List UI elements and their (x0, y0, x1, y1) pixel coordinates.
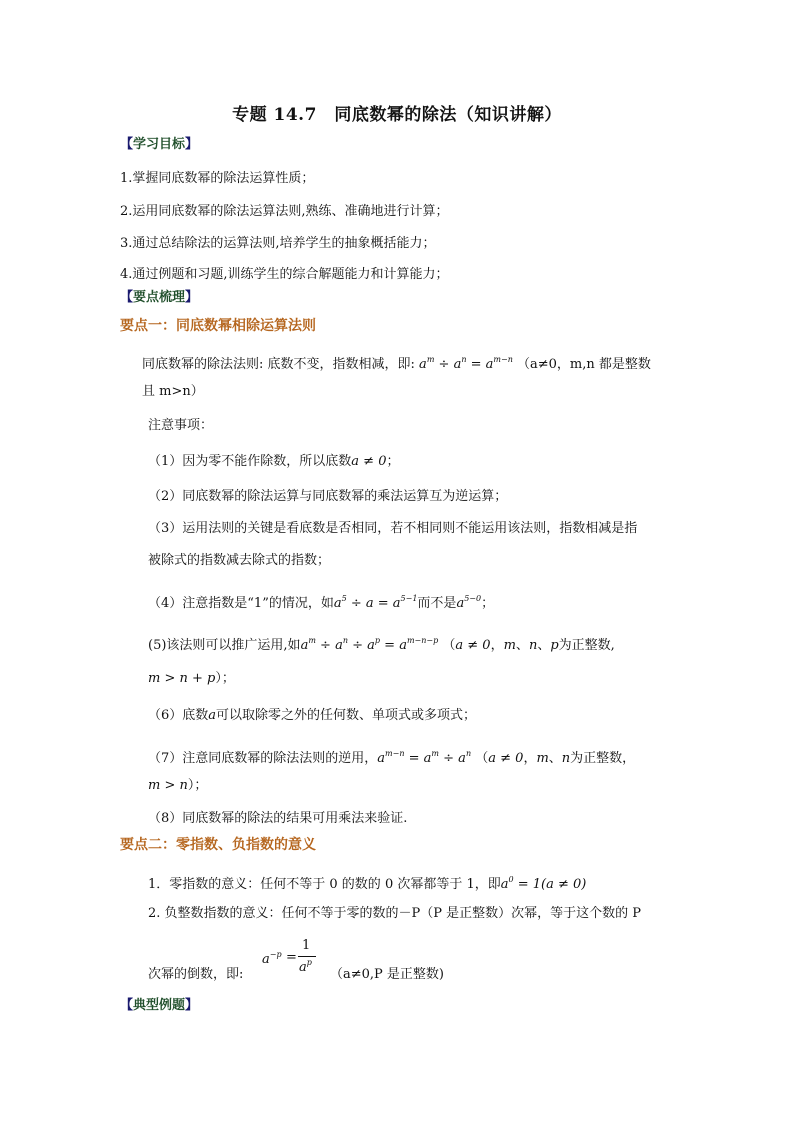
section-examples: 【典型例题】 (120, 998, 199, 1013)
negative-exponent: 2. 负整数指数的意义：任何不等于零的数的－P（P 是正整数）次幂，等于这个数的 P (148, 906, 642, 921)
negative-exponent-cond: （a≠0,P 是正整数) (330, 967, 444, 982)
goal-item-2: 2.运用同底数幂的除法运算法则,熟练、准确地进行计算； (120, 204, 449, 219)
note-4: （4）注意指数是“1”的情况，如$a^5 \div a = a^{5-1}$而不是$a^{5-0}$； (148, 594, 495, 611)
goal-item-3: 3.通过总结除法的运算法则,培养学生的抽象概括能力； (120, 236, 436, 251)
rule-formula: $a^m \div a^n = a^{m-n}$ (419, 355, 513, 372)
zero-exponent: 1．零指数的意义：任何不等于 0 的数的 0 次幂都等于 1，即$a^0 = 1(a \ne 0)$ (148, 875, 587, 892)
note-5-cond: m > n + p）； (148, 671, 235, 686)
negative-exponent-cont: 次幂的倒数，即: (148, 967, 244, 982)
goal-item-1: 1.掌握同底数幂的除法运算性质； (120, 171, 315, 186)
key-point-2-heading: 要点二：零指数、负指数的意义 (120, 837, 316, 853)
note-3b: 被除式的指数减去除式的指数； (148, 553, 331, 568)
note-2: （2）同底数幂的除法运算与同底数幂的乘法运算互为逆运算； (148, 489, 508, 504)
note-6: （6）底数a可以取除零之外的任何数、单项式或多项式； (148, 708, 477, 723)
page-title: 专题 14.7 同底数幂的除法（知识讲解） (232, 105, 562, 125)
key-point-1-heading: 要点一：同底数幂相除运算法则 (120, 318, 316, 334)
division-rule: 同底数幂的除法法则: 底数不变，指数相减，即: $a^m \div a^n = a^{m-n}$ （a≠0，m,n 都是整数 (142, 355, 651, 372)
notes-title: 注意事项： (148, 418, 214, 433)
note-3a: （3）运用法则的关键是看底数是否相同，若不相同则不能运用该法则，指数相减是指 (148, 521, 638, 536)
note-7-cond: m > n）； (148, 778, 208, 793)
note-8: （8）同底数幂的除法的结果可用乘法来验证. (148, 811, 408, 826)
note-5: (5)该法则可以推广运用,如$a^m \div a^n \div a^p = a^{m-n-p}$ （a ≠ 0，m、n、p为正整数, (148, 636, 615, 653)
goal-item-4: 4.通过例题和习题,训练学生的综合解题能力和计算能力； (120, 267, 449, 282)
section-goals: 【学习目标】 (120, 137, 199, 152)
note-7: （7）注意同底数幂的除法法则的逆用，$a^{m-n} = a^m \div a^n$ （a ≠ 0，m、n为正整数， (148, 749, 636, 766)
division-rule-cond: 且 m>n） (142, 384, 204, 399)
section-points: 【要点梳理】 (120, 290, 199, 305)
note-1: （1）因为零不能作除数，所以底数a ≠ 0； (148, 454, 400, 469)
